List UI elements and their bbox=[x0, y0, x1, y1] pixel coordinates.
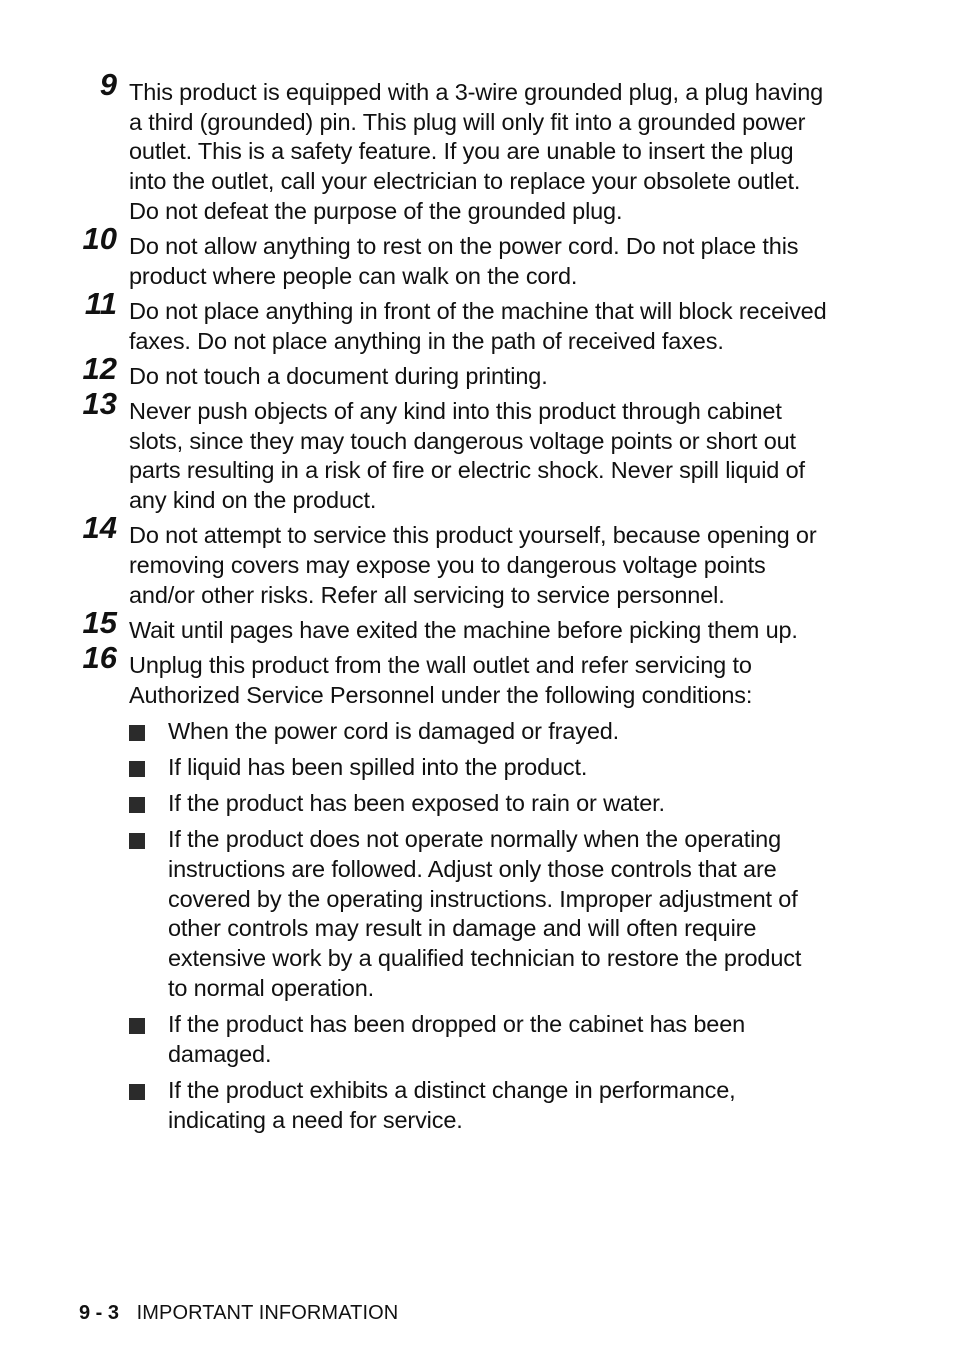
list-item-15 bbox=[0, 604, 829, 646]
item-number: 14 bbox=[82, 510, 117, 546]
condition-item bbox=[129, 717, 820, 747]
item-number: 16 bbox=[82, 640, 117, 676]
item-number: 15 bbox=[82, 604, 117, 640]
item-text: Do not attempt to service this product yourself, because opening or removing covers may expose you to dangerous voltage points and/or other risks. Refer all servicing to service personnel. bbox=[129, 522, 817, 608]
item-number: 11 bbox=[84, 285, 117, 321]
condition-text: When the power cord is damaged or frayed. bbox=[168, 717, 620, 744]
item-text: Never push objects of any kind into this product through cabinet slots, since they may touch dangerous voltage points or short out parts resulting in a risk of fire or electric shock. Never spill liquid of any kind on the product. bbox=[129, 398, 805, 514]
square-bullet-icon bbox=[129, 833, 145, 849]
list-item-13 bbox=[0, 386, 829, 516]
square-bullet-icon bbox=[129, 1018, 145, 1034]
item-number: 10 bbox=[82, 221, 117, 257]
item-text: Unplug this product from the wall outlet and refer servicing to Authorized Service Personnel under the following conditions: bbox=[129, 652, 753, 708]
condition-item bbox=[129, 1010, 820, 1069]
list-item-10 bbox=[0, 221, 829, 291]
condition-item bbox=[129, 789, 820, 819]
page-footer bbox=[79, 1300, 398, 1326]
item-number: 9 bbox=[99, 67, 117, 102]
square-bullet-icon bbox=[129, 1084, 145, 1100]
list-item-11 bbox=[0, 285, 829, 356]
conditions-list bbox=[129, 717, 829, 1136]
item-number: 13 bbox=[82, 386, 117, 422]
square-bullet-icon bbox=[129, 761, 145, 777]
list-item-9 bbox=[0, 67, 829, 227]
condition-text: If liquid has been spilled into the product. bbox=[168, 753, 588, 780]
safety-instructions-list bbox=[0, 67, 954, 1142]
condition-text: If the product has been exposed to rain or water. bbox=[168, 789, 665, 816]
item-text: Do not allow anything to rest on the power cord. Do not place this product where people can walk on the cord. bbox=[129, 233, 799, 289]
condition-item bbox=[129, 753, 820, 783]
list-item-14 bbox=[0, 510, 829, 610]
condition-text: If the product does not operate normally when the operating instructions are followed. Adjust only those controls that are covered by the operating instructions. Improper adjustment of other controls may result in damage and will often require extensive work by a qualified technician to restore the product to normal operation. bbox=[168, 826, 802, 1001]
square-bullet-icon bbox=[129, 725, 145, 741]
item-text: Wait until pages have exited the machine before picking them up. bbox=[129, 616, 798, 643]
item-text: Do not place anything in front of the machine that will block received faxes. Do not place anything in the path of received faxes. bbox=[129, 297, 827, 354]
square-bullet-icon bbox=[129, 797, 145, 813]
item-text: Do not touch a document during printing. bbox=[129, 362, 548, 389]
condition-item bbox=[129, 825, 820, 1003]
list-item-16 bbox=[0, 640, 829, 1135]
page-number: 9 - 3 bbox=[79, 1302, 120, 1324]
item-number: 12 bbox=[82, 350, 117, 386]
item-text: This product is equipped with a 3-wire grounded plug, a plug having a third (grounded) pin. This plug will only fit into a grounded power outlet. This is a safety feature. If you are unable to insert the plug into the outlet, call your electrician to replace your obsolete outlet. Do not defeat the purpose of the grounded plug. bbox=[129, 79, 824, 224]
condition-item bbox=[129, 1076, 820, 1135]
section-title: IMPORTANT INFORMATION bbox=[136, 1302, 399, 1324]
condition-text: If the product has been dropped or the cabinet has been damaged. bbox=[168, 1010, 746, 1067]
list-item-12 bbox=[0, 350, 829, 392]
condition-text: If the product exhibits a distinct change in performance, indicating a need for service. bbox=[168, 1076, 736, 1133]
